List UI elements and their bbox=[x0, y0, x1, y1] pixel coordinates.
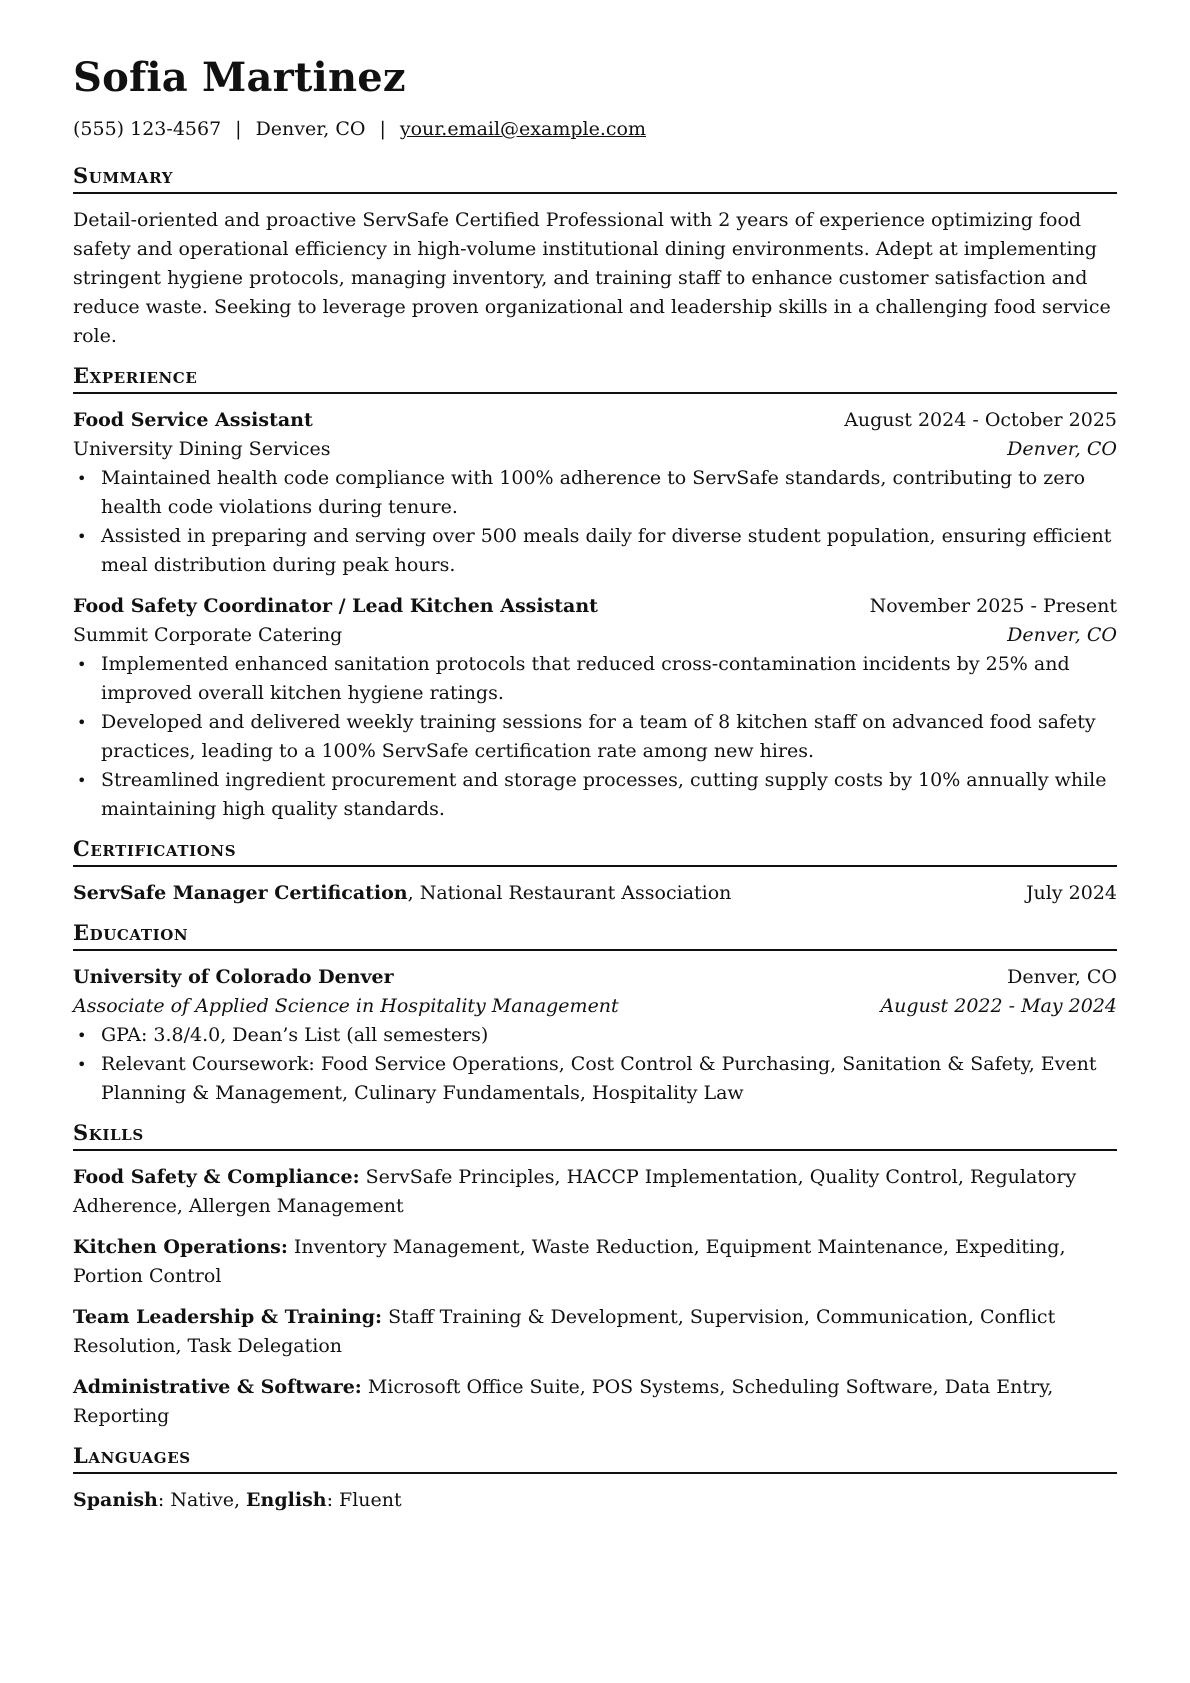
certification-issuer: , National Restaurant Association bbox=[407, 882, 732, 904]
job-subheader bbox=[73, 621, 1117, 650]
school-location: Denver, CO bbox=[1007, 966, 1117, 988]
experience-heading: Experience bbox=[73, 365, 1117, 394]
language-name: Spanish bbox=[73, 1489, 158, 1511]
skill-group-label: Team Leadership & Training: bbox=[73, 1306, 383, 1328]
skill-group bbox=[73, 1373, 1117, 1431]
list-item: • Implemented enhanced sanitation protocols that reduced cross-contamination incidents by 25% and improved overall kitchen hygiene ratings. bbox=[101, 650, 1117, 708]
skill-group bbox=[73, 1233, 1117, 1291]
certifications-heading: Certifications bbox=[73, 838, 1117, 867]
job-dates: November 2025 - Present bbox=[869, 595, 1117, 617]
certifications-section bbox=[73, 838, 1117, 908]
degree: Associate of Applied Science in Hospitality Management bbox=[73, 995, 619, 1017]
languages-section bbox=[73, 1445, 1117, 1515]
skill-group-label: Food Safety & Compliance: bbox=[73, 1166, 360, 1188]
list-item: • Assisted in preparing and serving over 500 meals daily for diverse student population, ensuring efficient meal distribution during peak hours. bbox=[101, 522, 1117, 580]
phone: (555) 123-4567 bbox=[73, 118, 222, 140]
language-level: : Fluent bbox=[326, 1489, 402, 1511]
education-bullets bbox=[73, 1021, 1117, 1108]
list-item: • Maintained health code compliance with 100% adherence to ServSafe standards, contributing to zero health code violations during tenure. bbox=[101, 464, 1117, 522]
certification-text bbox=[73, 879, 731, 908]
job-location: Denver, CO bbox=[1007, 624, 1117, 646]
language-level: : Native, bbox=[157, 1489, 247, 1511]
education-heading: Education bbox=[73, 922, 1117, 951]
job-header bbox=[73, 592, 1117, 621]
job-entry bbox=[73, 406, 1117, 580]
job-bullets bbox=[73, 650, 1117, 824]
job-bullets bbox=[73, 464, 1117, 580]
skill-group-items: Staff Training & Development, Supervision, Communication, Conflict Resolution, Task Delegation bbox=[73, 1306, 1056, 1357]
list-item: • Relevant Coursework: Food Service Operations, Cost Control & Purchasing, Sanitation & Safety, Event Planning & Management, Culinary Fundamentals, Hospitality Law bbox=[101, 1050, 1117, 1108]
education-section bbox=[73, 922, 1117, 1108]
location: Denver, CO bbox=[255, 118, 366, 140]
job-subheader bbox=[73, 435, 1117, 464]
skills-heading: Skills bbox=[73, 1122, 1117, 1151]
language-name: English bbox=[246, 1489, 327, 1511]
education-header bbox=[73, 963, 1117, 992]
job-header bbox=[73, 406, 1117, 435]
contact-separator: | bbox=[235, 118, 242, 140]
education-dates: August 2022 - May 2024 bbox=[880, 995, 1117, 1017]
list-item: • GPA: 3.8/4.0, Dean’s List (all semesters) bbox=[101, 1021, 1117, 1050]
school-name: University of Colorado Denver bbox=[73, 966, 394, 988]
job-role: Food Safety Coordinator / Lead Kitchen Assistant bbox=[73, 595, 598, 617]
certification-entry bbox=[73, 879, 1117, 908]
education-subheader bbox=[73, 992, 1117, 1021]
skill-group-label: Kitchen Operations: bbox=[73, 1236, 288, 1258]
job-dates: August 2024 - October 2025 bbox=[844, 409, 1117, 431]
skill-group bbox=[73, 1303, 1117, 1361]
candidate-name: Sofia Martinez bbox=[73, 54, 406, 101]
job-entry bbox=[73, 592, 1117, 824]
list-item: • Streamlined ingredient procurement and storage processes, cutting supply costs by 10% annually while maintaining high quality standards. bbox=[101, 766, 1117, 824]
job-company: University Dining Services bbox=[73, 438, 331, 460]
skill-group-items: Microsoft Office Suite, POS Systems, Scheduling Software, Data Entry, Reporting bbox=[73, 1376, 1054, 1427]
languages-heading: Languages bbox=[73, 1445, 1117, 1474]
skill-group bbox=[73, 1163, 1117, 1221]
summary-text: Detail-oriented and proactive ServSafe Certified Professional with 2 years of experience optimizing food safety and operational efficiency in high-volume institutional dining environments. Adept at implementing stringent hygiene protocols, managing inventory, and training staff to enhance customer satisfaction and reduce waste. Seeking to leverage proven organizational and leadership skills in a challenging food service role. bbox=[73, 209, 1111, 347]
contact-line bbox=[73, 120, 1117, 139]
summary-heading: Summary bbox=[73, 165, 1117, 194]
contact-separator: | bbox=[379, 118, 386, 140]
email-link[interactable]: your.email@example.com bbox=[399, 118, 646, 140]
skill-group-items: Inventory Management, Waste Reduction, Equipment Maintenance, Expediting, Portion Control bbox=[73, 1236, 1066, 1287]
certification-name: ServSafe Manager Certification bbox=[73, 882, 408, 904]
skill-group-label: Administrative & Software: bbox=[73, 1376, 362, 1398]
job-company: Summit Corporate Catering bbox=[73, 624, 343, 646]
skill-group-items: ServSafe Principles, HACCP Implementation, Quality Control, Regulatory Adherence, Allergen Management bbox=[73, 1166, 1077, 1217]
summary-section bbox=[73, 165, 1117, 351]
list-item: • Developed and delivered weekly training sessions for a team of 8 kitchen staff on advanced food safety practices, leading to a 100% ServSafe certification rate among new hires. bbox=[101, 708, 1117, 766]
experience-section bbox=[73, 365, 1117, 824]
certification-date: July 2024 bbox=[1025, 882, 1117, 904]
job-role: Food Service Assistant bbox=[73, 409, 313, 431]
skills-section bbox=[73, 1122, 1117, 1431]
languages-line bbox=[73, 1486, 1117, 1515]
job-location: Denver, CO bbox=[1007, 438, 1117, 460]
